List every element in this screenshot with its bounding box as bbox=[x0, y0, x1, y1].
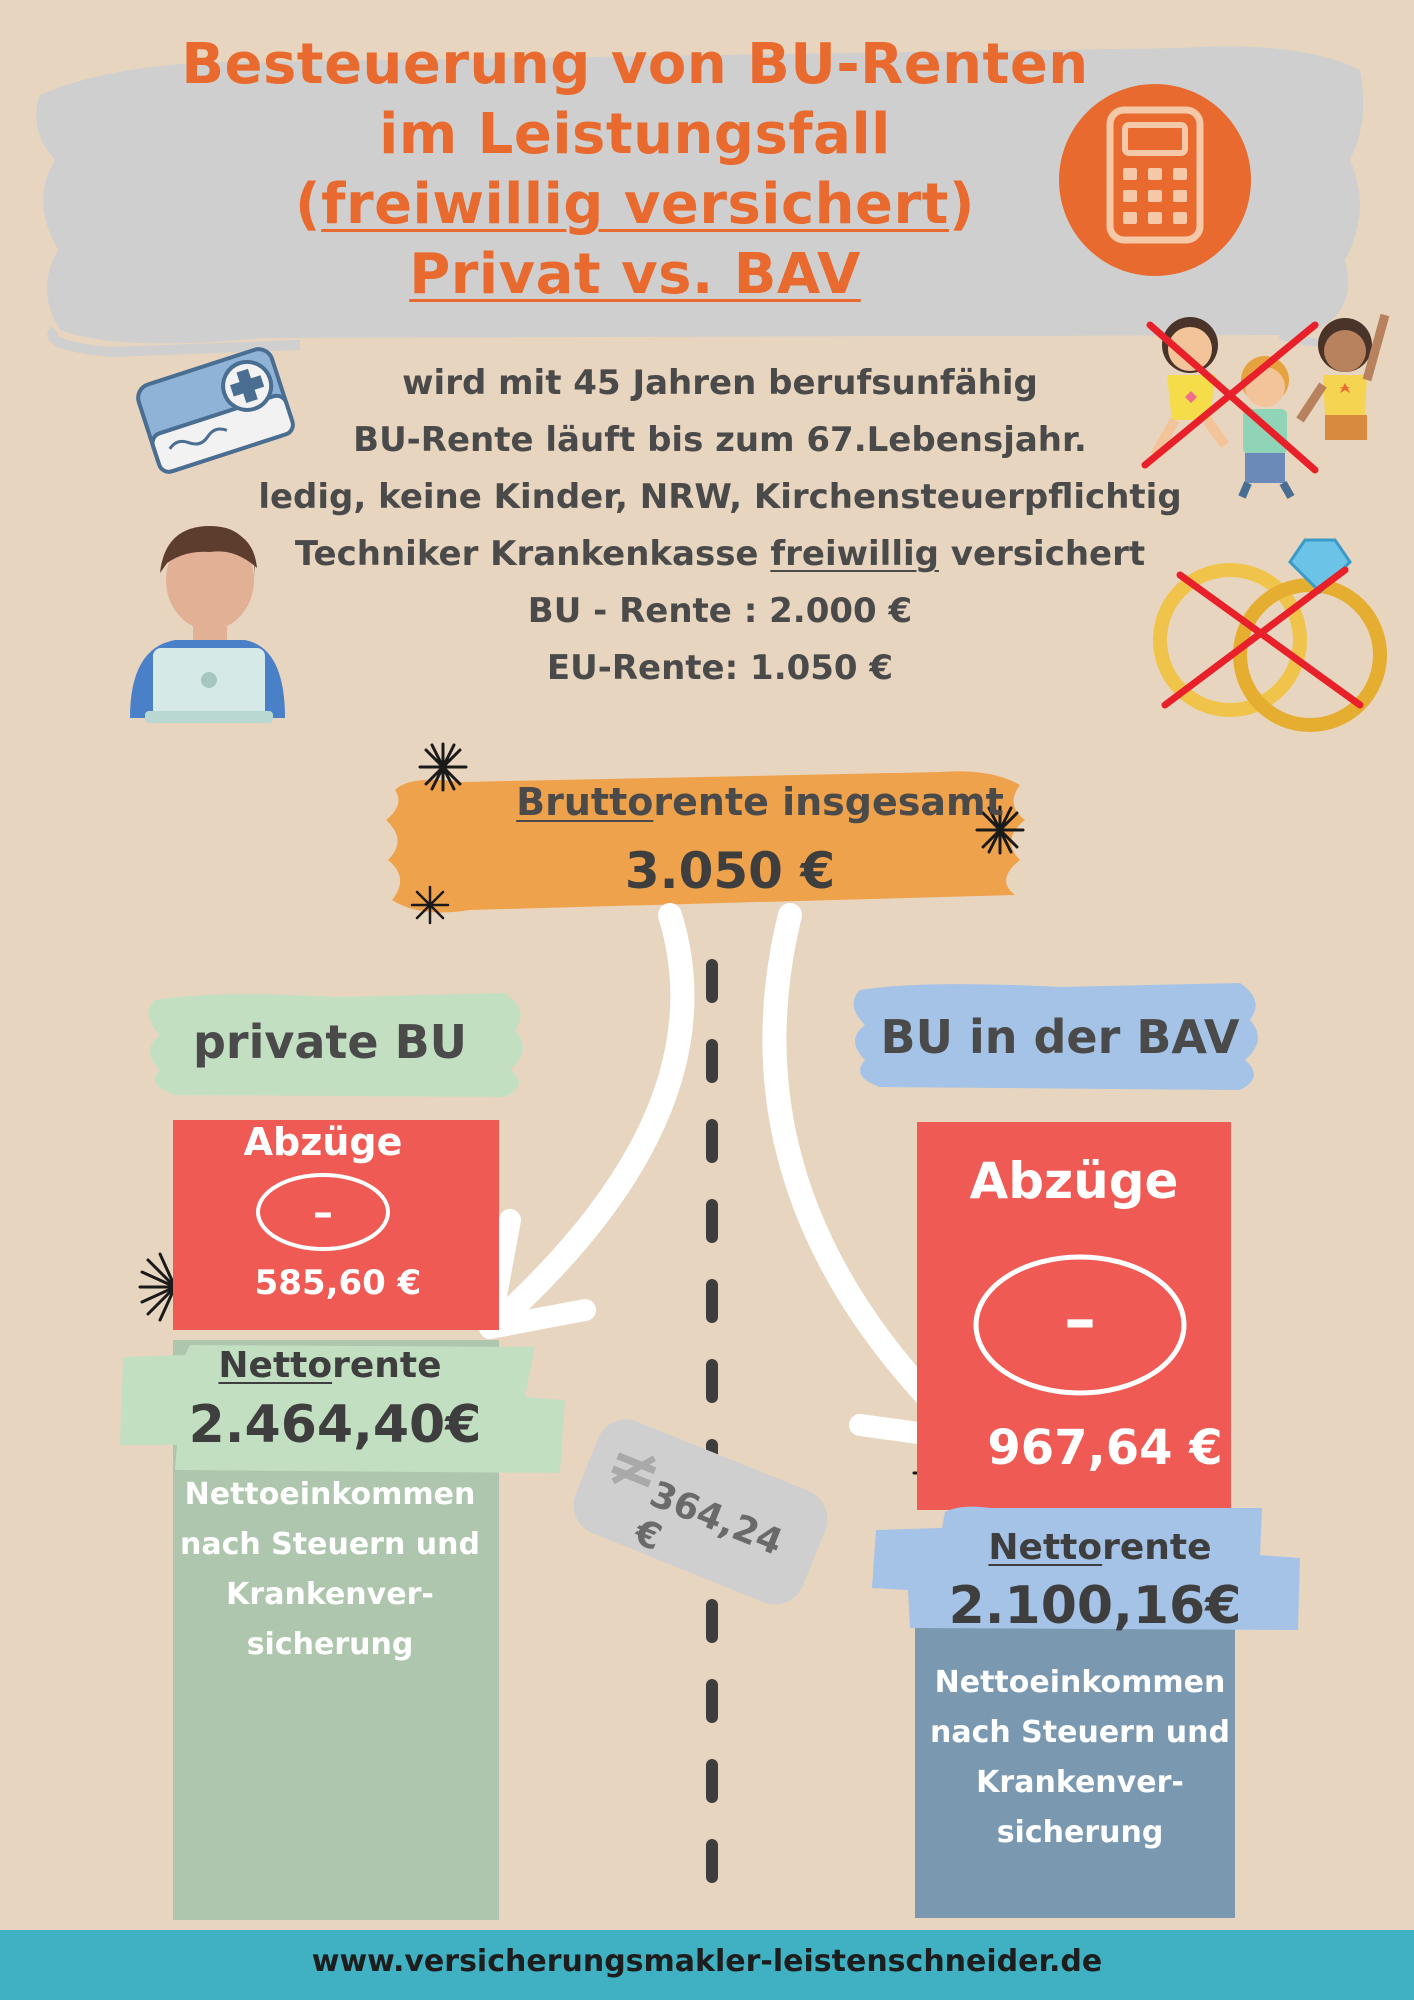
sparkle-icon bbox=[418, 742, 468, 792]
not-equal-symbol: ≠ bbox=[595, 1424, 673, 1514]
private-minus-symbol: – bbox=[313, 1190, 333, 1236]
difference-value: 364,24 € bbox=[628, 1473, 789, 1564]
brutto-value: 3.050 € bbox=[624, 842, 836, 900]
info-line-6: EU-Rente: 1.050 € bbox=[546, 648, 894, 688]
bav-minus-symbol: – bbox=[1064, 1283, 1096, 1357]
scenario-info bbox=[180, 355, 1260, 697]
private-net-description: Nettoeinkommen nach Steuern und Krankenver- sicherung bbox=[180, 1477, 480, 1662]
info-line-1: wird mit 45 Jahren berufsunfähig bbox=[402, 363, 1038, 403]
page-title bbox=[150, 30, 1120, 310]
title-line-4: Privat vs. BAV bbox=[409, 242, 861, 307]
bav-deductions-value: 967,64 € bbox=[987, 1420, 1223, 1476]
private-deductions-label: Abzüge bbox=[243, 1120, 403, 1164]
footer-url-link[interactable]: www.versicherungsmakler-leistenschneider.de bbox=[311, 1944, 1103, 1979]
private-deductions-value: 585,60 € bbox=[254, 1263, 422, 1303]
info-line-2: BU-Rente läuft bis zum 67.Lebensjahr. bbox=[353, 420, 1087, 460]
bav-net-label: Nettorente bbox=[988, 1527, 1212, 1568]
info-line-3: ledig, keine Kinder, NRW, Kirchensteuerpflichtig bbox=[258, 477, 1182, 517]
sparkle-icon bbox=[410, 885, 450, 925]
private-net-value: 2.464,40€ bbox=[188, 1395, 482, 1455]
bav-net-value: 2.100,16€ bbox=[948, 1576, 1242, 1636]
info-line-4: Techniker Krankenkasse freiwillig versichert bbox=[294, 534, 1146, 574]
title-line-3: (freiwillig versichert) bbox=[295, 172, 975, 237]
title-line-2: im Leistungsfall bbox=[379, 102, 891, 167]
brutto-label: Bruttorente insgesamt bbox=[516, 780, 1004, 824]
calculator-icon bbox=[1055, 80, 1255, 280]
private-net-label: Nettorente bbox=[218, 1345, 442, 1386]
footer-bar bbox=[0, 1930, 1414, 2000]
info-line-5: BU - Rente : 2.000 € bbox=[527, 591, 913, 631]
private-heading: private BU bbox=[192, 1015, 468, 1069]
bav-deductions-label: Abzüge bbox=[969, 1152, 1179, 1210]
bav-heading: BU in der BAV bbox=[880, 1010, 1240, 1064]
bav-net-description: Nettoeinkommen nach Steuern und Krankenver- sicherung bbox=[930, 1665, 1230, 1850]
title-underlined-phrase: freiwillig versichert bbox=[321, 172, 949, 237]
title-line-1: Besteuerung von BU-Renten bbox=[181, 32, 1089, 97]
